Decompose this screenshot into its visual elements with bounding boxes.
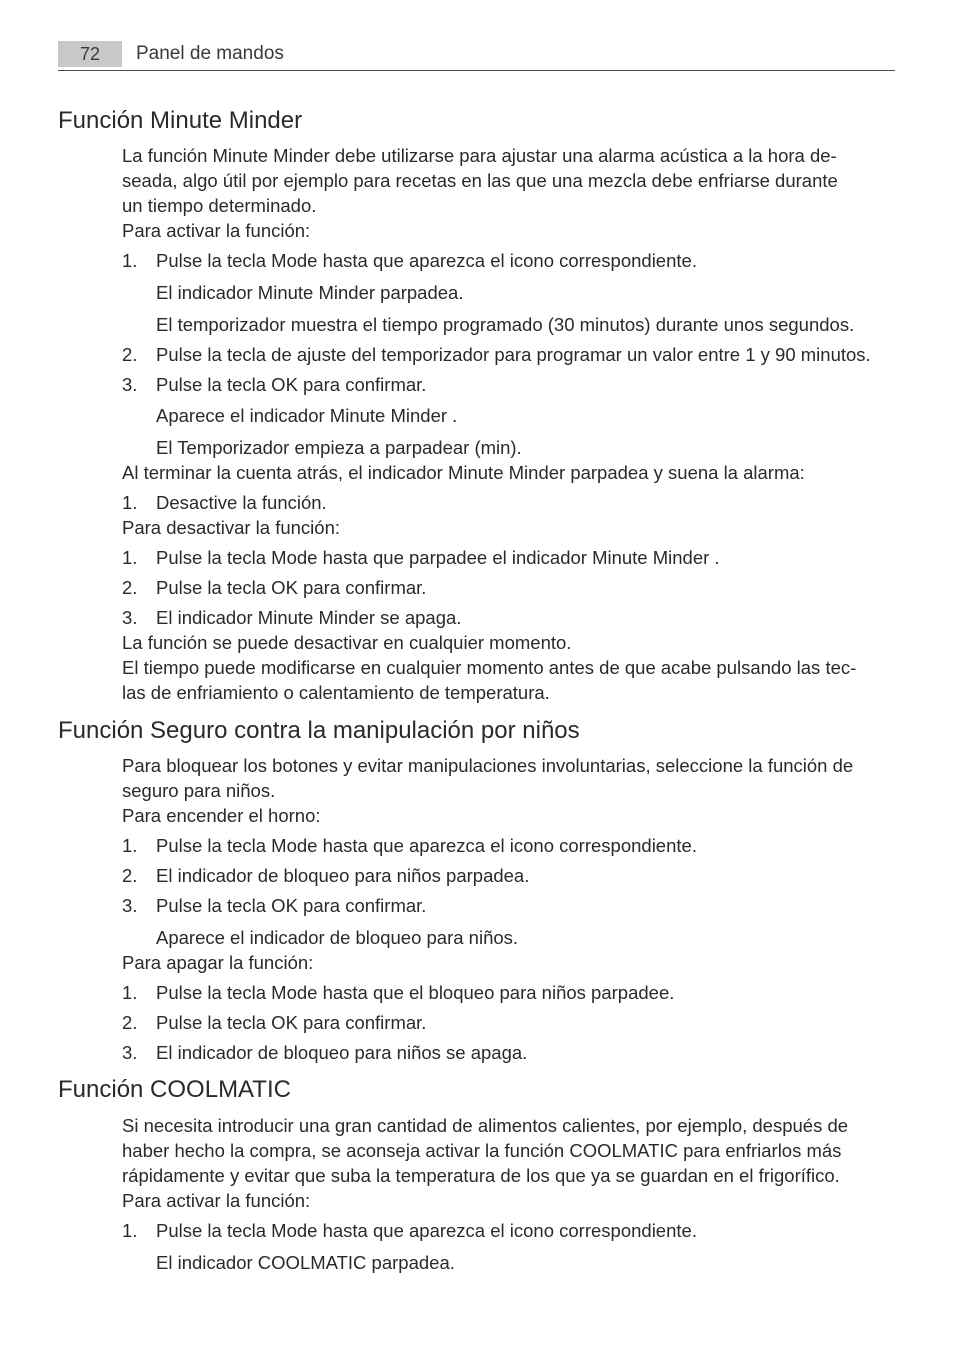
paragraph: El tiempo puede modificarse en cualquier momento antes de que acabe pulsando las tec- [122,657,857,678]
paragraph: las de enfriamiento o calentamiento de temperatura. [122,682,550,703]
list-number: 1. [122,492,138,513]
section-title-minute-minder: Función Minute Minder [58,107,303,134]
list-number: 1. [122,835,138,856]
list-text: Pulse la tecla de ajuste del temporizador para programar un valor entre 1 y 90 minutos. [156,344,871,365]
list-subtext: Aparece el indicador de bloqueo para niños. [156,927,519,948]
paragraph: seguro para niños. [122,780,276,801]
header-rule [58,70,895,71]
list-text: Pulse la tecla Mode hasta que el bloqueo para niños parpadee. [156,982,675,1003]
list-subtext: El Temporizador empieza a parpadear (min). [156,437,522,458]
list-number: 2. [122,1012,138,1033]
header-title: Panel de mandos [136,43,284,64]
list-text: Pulse la tecla OK para confirmar. [156,1012,427,1033]
paragraph: Para apagar la función: [122,952,314,973]
paragraph: haber hecho la compra, se aconseja activar la función COOLMATIC para enfriarlos más [122,1140,842,1161]
list-text: El indicador de bloqueo para niños se apaga. [156,1042,528,1063]
list-number: 3. [122,895,138,916]
paragraph: La función se puede desactivar en cualquier momento. [122,632,572,653]
list-subtext: Aparece el indicador Minute Minder . [156,405,458,426]
paragraph: Para bloquear los botones y evitar manipulaciones involuntarias, seleccione la función de [122,755,854,776]
list-subtext: El indicador Minute Minder parpadea. [156,282,464,303]
list-text: El indicador Minute Minder se apaga. [156,607,462,628]
list-number: 3. [122,607,138,628]
paragraph: seada, algo útil por ejemplo para recetas en las que una mezcla debe enfriarse durante [122,170,838,191]
list-number: 2. [122,865,138,886]
paragraph: un tiempo determinado. [122,195,317,216]
list-text: Pulse la tecla Mode hasta que aparezca el icono correspondiente. [156,1220,697,1241]
section-title-coolmatic: Función COOLMATIC [58,1076,291,1103]
list-text: Pulse la tecla Mode hasta que aparezca el icono correspondiente. [156,250,697,271]
paragraph: rápidamente y evitar que suba la temperatura de los que ya se guardan en el frigorífico. [122,1165,840,1186]
list-text: Pulse la tecla OK para confirmar. [156,374,427,395]
list-text: El indicador de bloqueo para niños parpadea. [156,865,530,886]
list-number: 1. [122,250,138,271]
list-number: 3. [122,374,138,395]
paragraph: Al terminar la cuenta atrás, el indicador Minute Minder parpadea y suena la alarma: [122,462,805,483]
paragraph: Para activar la función: [122,220,311,241]
list-text: Desactive la función. [156,492,327,513]
list-number: 2. [122,577,138,598]
list-text: Pulse la tecla OK para confirmar. [156,577,427,598]
paragraph: Para encender el horno: [122,805,321,826]
list-number: 2. [122,344,138,365]
list-subtext: El indicador COOLMATIC parpadea. [156,1252,455,1273]
list-text: Pulse la tecla Mode hasta que aparezca el icono correspondiente. [156,835,697,856]
paragraph: Para activar la función: [122,1190,311,1211]
list-number: 1. [122,1220,138,1241]
page-header [58,41,895,71]
paragraph: Si necesita introducir una gran cantidad de alimentos calientes, por ejemplo, después de [122,1115,849,1136]
paragraph: La función Minute Minder debe utilizarse para ajustar una alarma acústica a la hora de- [122,145,837,166]
list-text: Pulse la tecla OK para confirmar. [156,895,427,916]
paragraph: Para desactivar la función: [122,517,341,538]
section-title-child-lock: Función Seguro contra la manipulación por niños [58,717,580,744]
page-number: 72 [58,41,122,67]
list-number: 1. [122,982,138,1003]
list-number: 3. [122,1042,138,1063]
list-text: Pulse la tecla Mode hasta que parpadee el indicador Minute Minder . [156,547,720,568]
list-number: 1. [122,547,138,568]
list-subtext: El temporizador muestra el tiempo programado (30 minutos) durante unos segundos. [156,314,855,335]
